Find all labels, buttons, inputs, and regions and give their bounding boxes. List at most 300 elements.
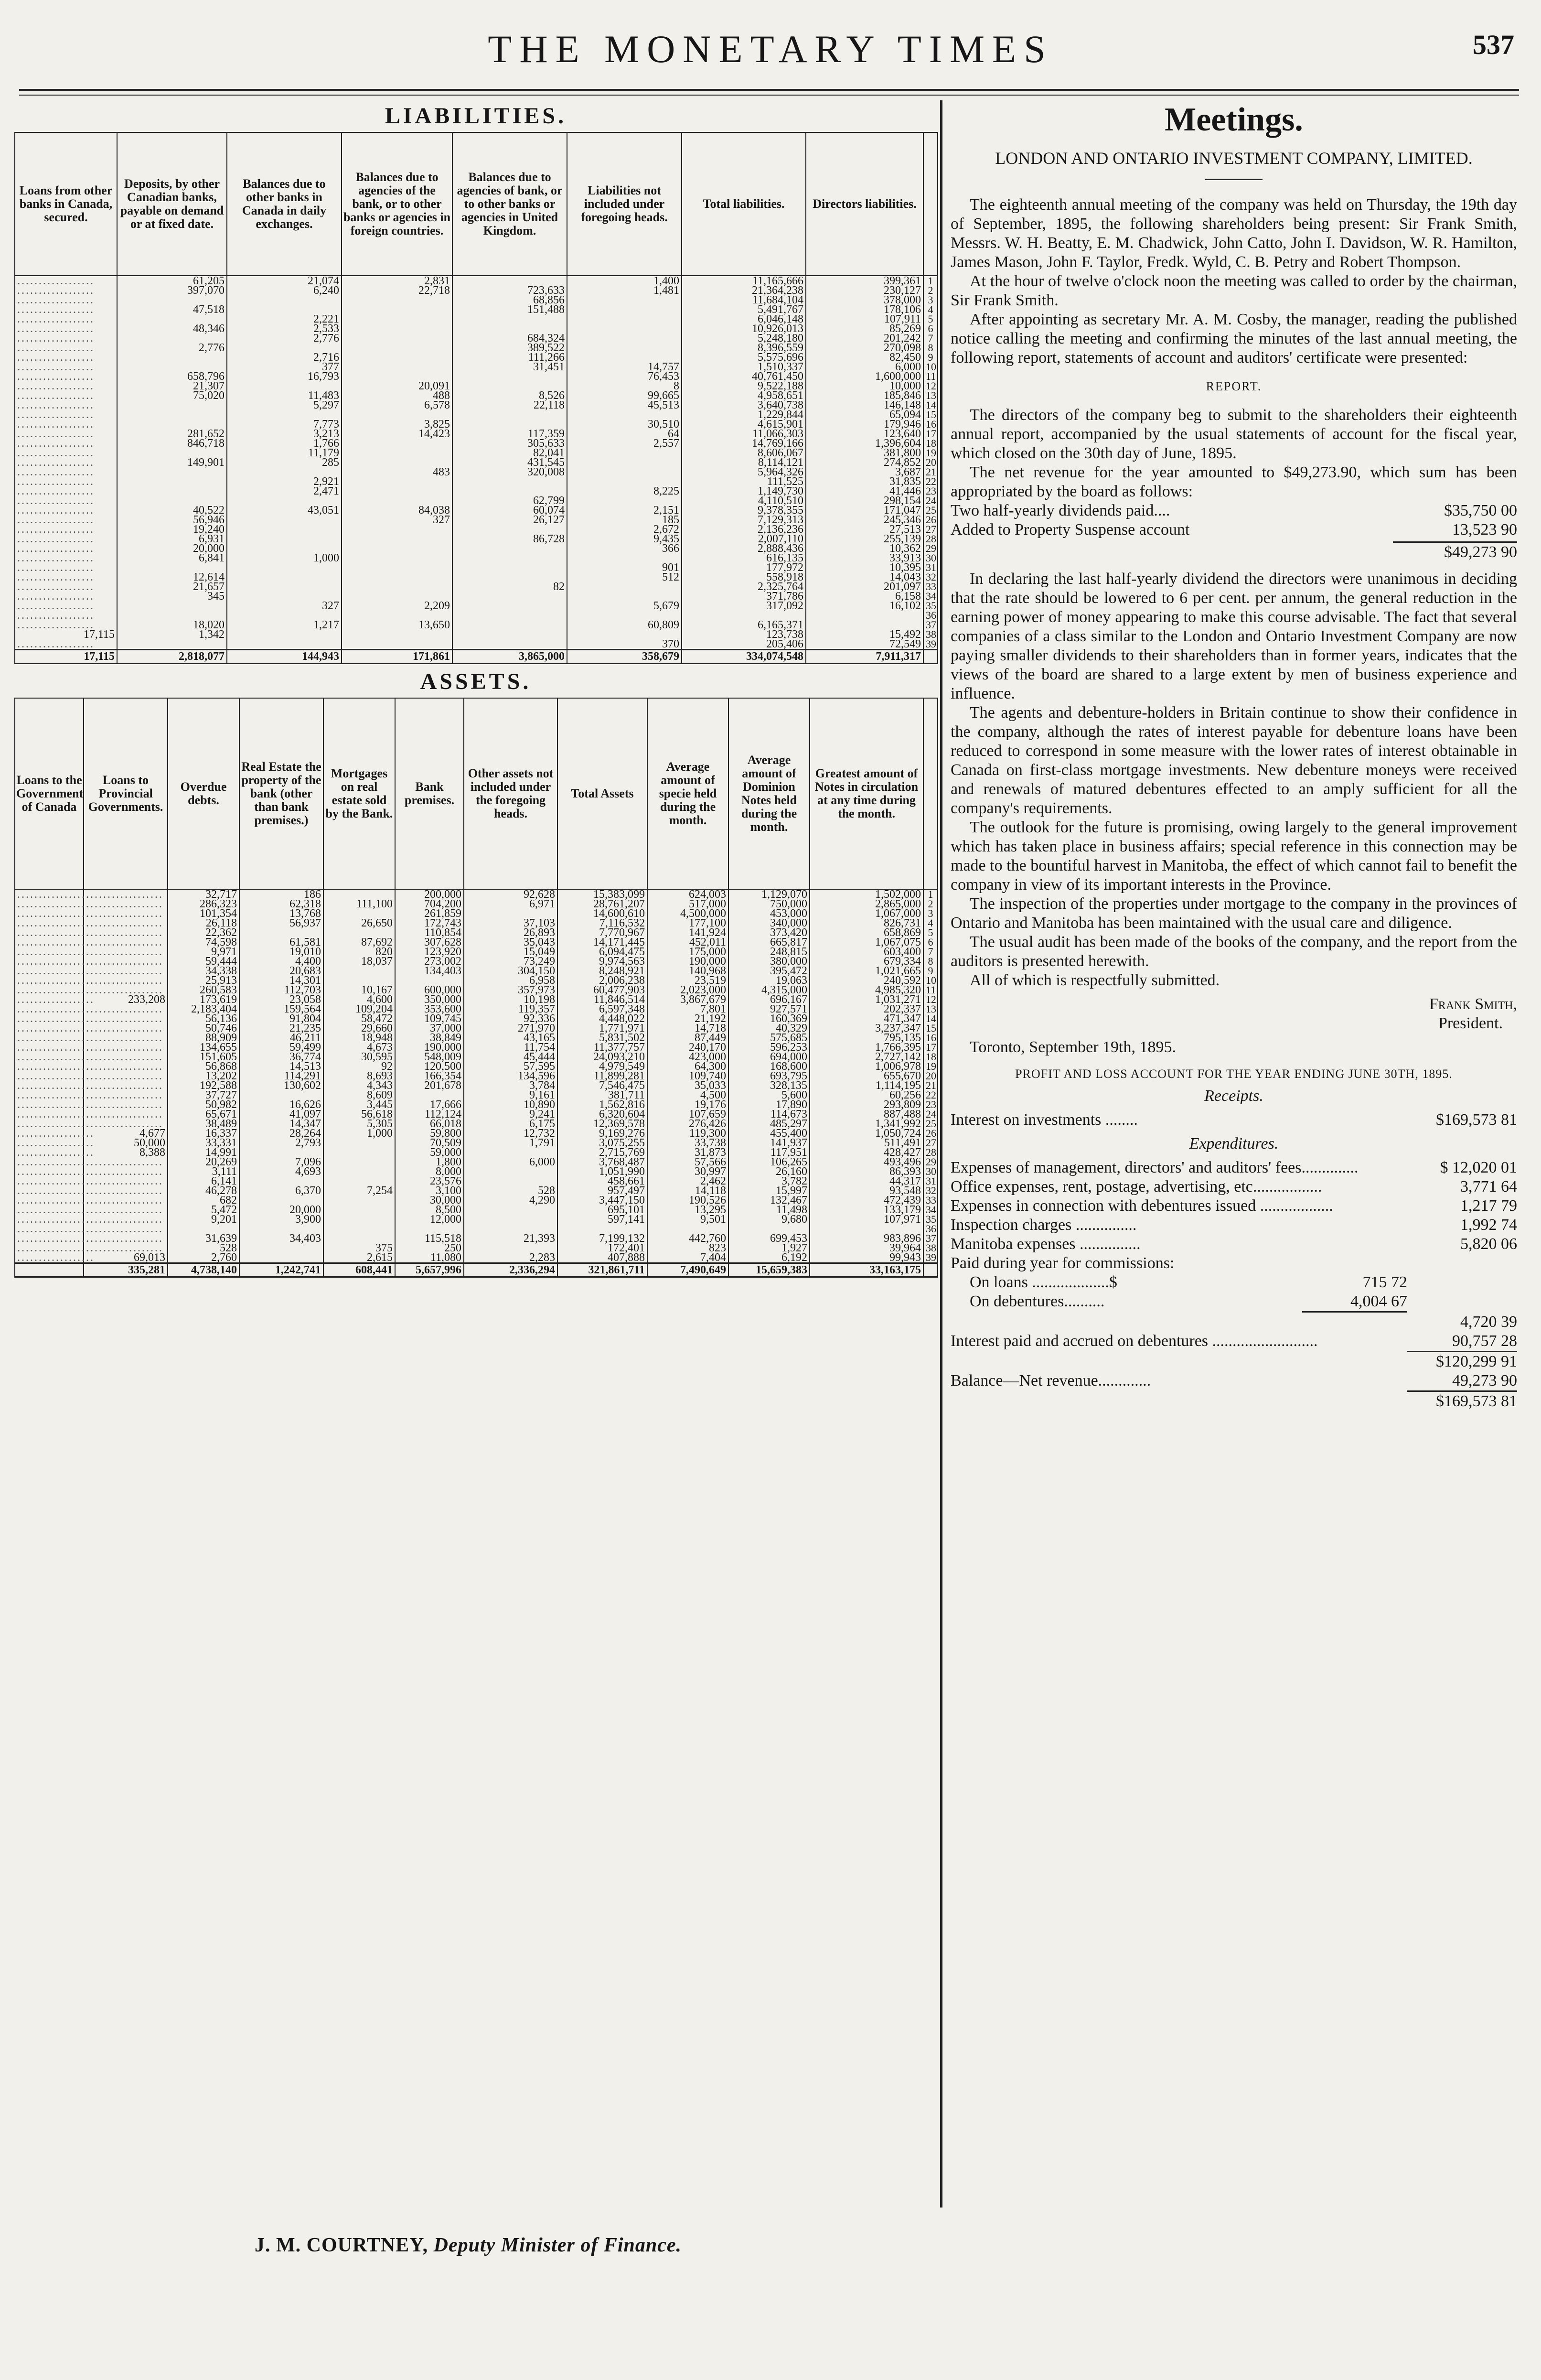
table-cell: 117,359 (452, 429, 567, 439)
table-cell: 13,202 (168, 1071, 239, 1081)
table-cell: 18,020 (117, 620, 227, 630)
table-cell (342, 353, 452, 362)
leader-dots: .................. (84, 985, 168, 995)
table-cell (342, 295, 452, 305)
table-cell: 75,020 (117, 391, 227, 400)
row-number: 27 (923, 525, 938, 534)
table-cell: 65,671 (168, 1109, 239, 1119)
total-cell (923, 1263, 938, 1277)
table-cell: 11,165,666 (682, 276, 806, 286)
table-cell: 305,633 (452, 439, 567, 448)
table-cell: 5,248,180 (682, 334, 806, 343)
table-cell: 624,003 (647, 889, 728, 899)
table-cell (567, 295, 682, 305)
table-cell: 66,018 (395, 1119, 464, 1129)
table-cell (452, 639, 567, 650)
table-cell: 11,377,757 (557, 1043, 647, 1052)
table-cell: 597,141 (557, 1215, 647, 1224)
table-cell: 34,403 (239, 1234, 323, 1243)
table-cell: 18,948 (323, 1033, 395, 1043)
table-cell (452, 611, 567, 620)
receipt-row (951, 1110, 1517, 1130)
table-cell: 10,890 (464, 1100, 557, 1109)
table-cell: 30,595 (323, 1052, 395, 1062)
table-cell (806, 611, 923, 620)
row-number: 21 (923, 467, 938, 477)
leader-dots: .................. (15, 611, 117, 620)
table-cell: 20,091 (342, 381, 452, 391)
table-cell: 357,973 (464, 985, 557, 995)
table-cell: 56,618 (323, 1109, 395, 1119)
table-cell: 11,754 (464, 1043, 557, 1052)
table-cell: 245,346 (806, 515, 923, 525)
table-cell: 528 (464, 1186, 557, 1195)
row-number: 32 (923, 1186, 938, 1195)
leader-dots: .................. (15, 1004, 84, 1014)
table-cell: 14,118 (647, 1186, 728, 1195)
table-cell: 485,297 (728, 1119, 810, 1129)
table-cell: 132,467 (728, 1195, 810, 1205)
row-number: 38 (923, 630, 938, 639)
table-cell: 273,002 (395, 957, 464, 966)
table-cell: 286,323 (168, 899, 239, 909)
leader-dots: .................. (84, 1243, 168, 1253)
total-cell: 17,115 (15, 650, 117, 664)
table-cell: 1,766 (227, 439, 342, 448)
table-cell: 15,492 (806, 630, 923, 639)
table-cell: 123,738 (682, 630, 806, 639)
table-cell: 44,317 (810, 1176, 923, 1186)
leader-dots: .................. (15, 1167, 84, 1176)
table-cell: 30,000 (395, 1195, 464, 1205)
table-cell: 431,545 (452, 458, 567, 467)
table-cell: 2,209 (342, 601, 452, 611)
col-overdue-debts: Overdue debts. (168, 698, 239, 889)
col-avg-dominion-notes: Average amount of Dominion Notes held during the month. (728, 698, 810, 889)
table-cell: 190,000 (395, 1043, 464, 1052)
row-number: 28 (923, 534, 938, 544)
table-cell: 134,403 (395, 966, 464, 976)
table-cell: 442,760 (647, 1234, 728, 1243)
table-cell: 528 (168, 1243, 239, 1253)
table-cell: 7,116,532 (557, 918, 647, 928)
table-cell: 19,010 (239, 947, 323, 957)
table-cell: 7,404 (647, 1253, 728, 1263)
table-cell: 957,497 (557, 1186, 647, 1195)
leader-dots: .................. (84, 1033, 168, 1043)
total-cell: 33,163,175 (810, 1263, 923, 1277)
table-cell: 5,831,502 (557, 1033, 647, 1043)
table-cell: 26,118 (168, 918, 239, 928)
table-cell (342, 639, 452, 650)
table-cell (567, 314, 682, 324)
leader-dots: .................. (15, 429, 117, 439)
col-greatest-notes: Greatest amount of Notes in circulation at any time during the month. (810, 698, 923, 889)
row-number: 30 (923, 553, 938, 563)
table-cell: 4,500 (647, 1090, 728, 1100)
col-loans-from-other-banks: Loans from other banks in Canada, secured. (15, 132, 117, 276)
row-number: 1 (923, 276, 938, 286)
table-cell: 1,341,992 (810, 1119, 923, 1129)
table-cell: 4,677 (84, 1129, 168, 1138)
row-number: 14 (923, 400, 938, 410)
table-cell: 2,533 (227, 324, 342, 334)
table-cell: 111,100 (323, 899, 395, 909)
table-cell: 56,937 (239, 918, 323, 928)
table-cell: 693,795 (728, 1071, 810, 1081)
table-cell (342, 534, 452, 544)
table-cell: 15,997 (728, 1186, 810, 1195)
table-cell: 4,673 (323, 1043, 395, 1052)
table-cell: 1,510,337 (682, 362, 806, 372)
table-cell: 86,393 (810, 1167, 923, 1176)
table-cell: 723,633 (452, 286, 567, 295)
expense-amount: 1,992 74 (1460, 1216, 1517, 1234)
leader-dots: .................. (15, 286, 117, 295)
leader-dots: .................. (84, 1119, 168, 1129)
table-cell: 276,426 (647, 1119, 728, 1129)
table-cell: 2,921 (227, 477, 342, 486)
table-cell: 58,472 (323, 1014, 395, 1023)
row-number: 32 (923, 572, 938, 582)
expense-row (951, 1196, 1517, 1216)
table-cell: 11,846,514 (557, 995, 647, 1004)
table-cell: 88,909 (168, 1033, 239, 1043)
total-cell: 321,861,711 (557, 1263, 647, 1277)
table-cell: 107,911 (806, 314, 923, 324)
table-cell: 3,111 (168, 1167, 239, 1176)
table-cell: 6,370 (239, 1186, 323, 1195)
table-cell: 65,094 (806, 410, 923, 420)
table-cell: 600,000 (395, 985, 464, 995)
table-cell (452, 563, 567, 572)
table-cell: 340,000 (728, 918, 810, 928)
allocation-row (951, 520, 1517, 539)
leader-dots: .................. (84, 928, 168, 937)
table-cell: 16,337 (168, 1129, 239, 1138)
leader-dots: .................. (15, 372, 117, 381)
table-cell (452, 544, 567, 553)
table-cell: 1,006,978 (810, 1062, 923, 1071)
footer-name: J. M. COURTNEY, (254, 2234, 428, 2256)
total-cell (15, 1263, 84, 1277)
table-cell: 2,557 (567, 439, 682, 448)
table-cell (342, 448, 452, 458)
table-cell: 40,522 (117, 506, 227, 515)
table-cell: 92 (323, 1062, 395, 1071)
table-cell: 6,841 (117, 553, 227, 563)
table-cell: 8,396,559 (682, 343, 806, 353)
row-number: 14 (923, 1014, 938, 1023)
total-cell: 335,281 (84, 1263, 168, 1277)
table-cell: 511,491 (810, 1138, 923, 1148)
total-cell: 7,490,649 (647, 1263, 728, 1277)
table-cell: 82 (452, 582, 567, 592)
table-cell: 4,343 (323, 1081, 395, 1090)
table-cell: 16,626 (239, 1100, 323, 1109)
leader-dots: .................. (15, 1033, 84, 1043)
receipt-label: Interest on investments ........ (951, 1111, 1138, 1129)
table-cell: 82,041 (452, 448, 567, 458)
table-cell: 395,472 (728, 966, 810, 976)
leader-dots: .................. (15, 448, 117, 458)
leader-dots: .................. (15, 334, 117, 343)
table-cell: 99,665 (567, 391, 682, 400)
table-cell: 41,446 (806, 486, 923, 496)
row-number: 34 (923, 1205, 938, 1215)
signer-title: President. (1438, 1014, 1503, 1032)
paragraph: The outlook for the future is promising, owing largely to the general improvement which has taken place in business affairs; special reference in this connection may be made to the bountiful harvest in Manitoba, the effect of which cannot fail to benefit the company in view of its important interests in the Province. (951, 818, 1517, 894)
table-cell: 4,985,320 (810, 985, 923, 995)
leader-dots: .................. (15, 381, 117, 391)
subtotal-row (951, 1352, 1517, 1371)
paragraph: The agents and debenture-holders in Britain continue to show their confidence in the company, although the rates of interest payable for debenture loans have been reduced to correspond in some measure with the lower rates of interest obtainable in Canada on first-class mortgage investments. New debenture moneys were received and renewals of matured debentures effected to an amply sufficient for all the company's requirements. (951, 704, 1517, 817)
balance-label: Balance—Net revenue............. (951, 1372, 1151, 1389)
table-cell: 250 (395, 1243, 464, 1253)
table-cell: 134,596 (464, 1071, 557, 1081)
table-cell: 472,439 (810, 1195, 923, 1205)
expense-amount: $ 12,020 01 (1440, 1159, 1517, 1176)
row-number: 21 (923, 1081, 938, 1090)
table-cell: 50,982 (168, 1100, 239, 1109)
table-cell: 185 (567, 515, 682, 525)
total-cell: 608,441 (323, 1263, 395, 1277)
row-number: 7 (923, 334, 938, 343)
leader-dots: .................. (15, 889, 84, 899)
table-cell (567, 458, 682, 467)
paragraph: The net revenue for the year amounted to $49,273.90, which sum has been appropriated by the board as follows: (951, 463, 1517, 500)
table-cell: 15,049 (464, 947, 557, 957)
table-cell: 70,509 (395, 1138, 464, 1148)
table-cell: 596,253 (728, 1043, 810, 1052)
table-cell (117, 400, 227, 410)
leader-dots: .................. (84, 1081, 168, 1090)
total-cell: 7,911,317 (806, 650, 923, 664)
leader-dots: .................. (84, 947, 168, 957)
table-cell (117, 353, 227, 362)
table-cell: 24,093,210 (557, 1052, 647, 1062)
table-cell: 57,566 (647, 1157, 728, 1167)
table-cell: 99,943 (810, 1253, 923, 1263)
table-cell: 5,575,696 (682, 353, 806, 362)
table-cell: 423,000 (647, 1052, 728, 1062)
table-cell: 45,513 (567, 400, 682, 410)
table-cell: 175,000 (647, 947, 728, 957)
table-cell: 37,103 (464, 918, 557, 928)
table-cell: 41,097 (239, 1109, 323, 1119)
row-number: 17 (923, 1043, 938, 1052)
leader-dots: .................. (15, 1176, 84, 1186)
table-cell (342, 525, 452, 534)
table-cell: 10,362 (806, 544, 923, 553)
row-number: 10 (923, 976, 938, 985)
table-cell: 373,420 (728, 928, 810, 937)
table-cell (342, 630, 452, 639)
col-row-number (923, 698, 938, 889)
table-cell: 38,849 (395, 1033, 464, 1043)
table-cell: 68,856 (452, 295, 567, 305)
table-cell: 2,462 (647, 1176, 728, 1186)
table-cell: 381,711 (557, 1090, 647, 1100)
table-cell: 11,080 (395, 1253, 464, 1263)
row-number: 6 (923, 937, 938, 947)
row-number: 16 (923, 1033, 938, 1043)
table-cell: 56,868 (168, 1062, 239, 1071)
leader-dots: .................. (15, 937, 84, 947)
table-cell: 112,703 (239, 985, 323, 995)
leader-dots: .................. (15, 966, 84, 976)
table-cell: 2,888,436 (682, 544, 806, 553)
table-cell: 1,067,075 (810, 937, 923, 947)
column-divider (940, 100, 942, 2208)
table-cell: 200,000 (395, 889, 464, 899)
table-cell: 558,918 (682, 572, 806, 582)
allocation-label: Two half-yearly dividends paid.... (951, 502, 1170, 519)
table-cell: 172,401 (557, 1243, 647, 1253)
table-cell: 6,175 (464, 1119, 557, 1129)
table-cell (323, 1148, 395, 1157)
table-cell: 8,114,121 (682, 458, 806, 467)
table-cell: 111,525 (682, 477, 806, 486)
row-number: 11 (923, 372, 938, 381)
table-cell: 493,496 (810, 1157, 923, 1167)
row-number: 3 (923, 295, 938, 305)
table-cell: 20,269 (168, 1157, 239, 1167)
expense-amount: 3,771 64 (1460, 1178, 1517, 1195)
page-header (0, 27, 1541, 70)
row-number: 4 (923, 305, 938, 314)
table-cell: 9,435 (567, 534, 682, 544)
table-cell (117, 467, 227, 477)
table-cell: 6,165,371 (682, 620, 806, 630)
expense-label: Interest paid and accrued on debentures .......................... (951, 1332, 1318, 1350)
leader-dots: .................. (84, 909, 168, 918)
table-cell: 151,605 (168, 1052, 239, 1062)
table-cell: 4,315,000 (728, 985, 810, 995)
profit-loss-heading: PROFIT AND LOSS ACCOUNT FOR THE YEAR ENDING JUNE 30TH, 1895. (1015, 1067, 1453, 1081)
table-cell (567, 334, 682, 343)
table-cell: 123,920 (395, 947, 464, 957)
table-cell: 31,873 (647, 1148, 728, 1157)
table-cell: 4,958,651 (682, 391, 806, 400)
table-cell: 172,743 (395, 918, 464, 928)
leader-dots: .................. (15, 957, 84, 966)
table-cell (323, 1215, 395, 1224)
total-cell: 334,074,548 (682, 650, 806, 664)
row-number: 2 (923, 286, 938, 295)
row-number: 33 (923, 582, 938, 592)
table-cell: 274,852 (806, 458, 923, 467)
table-cell: 56,136 (168, 1014, 239, 1023)
table-cell: 37,727 (168, 1090, 239, 1100)
table-cell: 61,205 (117, 276, 227, 286)
leader-dots: .................. (15, 439, 117, 448)
leader-dots: .................. (15, 477, 117, 486)
row-number: 39 (923, 639, 938, 650)
table-cell: 3,075,255 (557, 1138, 647, 1148)
table-cell: 293,809 (810, 1100, 923, 1109)
table-cell: 17,115 (15, 630, 117, 639)
table-cell: 29,660 (323, 1023, 395, 1033)
col-avg-specie: Average amount of specie held during the month. (647, 698, 728, 889)
table-cell: 575,685 (728, 1033, 810, 1043)
table-cell: 7,199,132 (557, 1234, 647, 1243)
leader-dots: .................. (15, 976, 84, 985)
leader-dots: .................. (84, 1043, 168, 1052)
table-cell: 14,991 (168, 1148, 239, 1157)
leader-dots: .................. (84, 1167, 168, 1176)
liabilities-table (14, 132, 938, 664)
leader-dots: .................. (15, 420, 117, 429)
table-cell: 2,615 (323, 1253, 395, 1263)
table-cell: 4,693 (239, 1167, 323, 1176)
table-cell: 60,477,903 (557, 985, 647, 995)
row-number: 22 (923, 1090, 938, 1100)
leader-dots: .................. (15, 1138, 84, 1148)
table-cell: 1,067,000 (810, 909, 923, 918)
table-cell: 11,498 (728, 1205, 810, 1215)
row-number: 23 (923, 486, 938, 496)
expense-label: On debentures.......... (970, 1292, 1105, 1310)
balance-amount: 49,273 90 (1452, 1372, 1517, 1389)
table-row (15, 1253, 938, 1263)
table-cell (567, 324, 682, 334)
table-cell: 4,400 (239, 957, 323, 966)
expense-label: Office expenses, rent, postage, advertising, etc................. (951, 1178, 1322, 1195)
table-cell: 5,297 (227, 400, 342, 410)
leader-dots: .................. (84, 937, 168, 947)
table-cell: 141,924 (647, 928, 728, 937)
leader-dots: .................. (15, 1119, 84, 1129)
table-cell (323, 1195, 395, 1205)
leader-dots: .................. (15, 1205, 84, 1215)
leader-dots: .................. (84, 1004, 168, 1014)
table-cell: 304,150 (464, 966, 557, 976)
table-cell: 27,513 (806, 525, 923, 534)
leader-dots: .................. (15, 544, 117, 553)
table-cell: 14,043 (806, 572, 923, 582)
table-cell: 1,791 (464, 1138, 557, 1148)
table-cell: 30,510 (567, 420, 682, 429)
table-cell: 21,235 (239, 1023, 323, 1033)
table-cell: 350,000 (395, 995, 464, 1004)
table-cell: 185,846 (806, 391, 923, 400)
table-cell: 177,100 (647, 918, 728, 928)
expense-subamount: 4,004 67 (1302, 1292, 1407, 1313)
table-cell: 1,800 (395, 1157, 464, 1167)
table-cell (452, 572, 567, 582)
table-cell: 151,488 (452, 305, 567, 314)
table-cell: 8 (567, 381, 682, 391)
bank-statement (14, 100, 937, 1278)
leader-dots: .................. (15, 1052, 84, 1062)
table-cell: 11,684,104 (682, 295, 806, 305)
table-cell: 92,336 (464, 1014, 557, 1023)
table-cell: 107,659 (647, 1109, 728, 1119)
allocation-amount: $35,750 00 (1444, 502, 1517, 519)
expense-amount: 5,820 06 (1460, 1235, 1517, 1253)
table-cell: 33,331 (168, 1138, 239, 1148)
table-cell: 160,369 (728, 1014, 810, 1023)
paragraph: The usual audit has been made of the books of the company, and the report from the auditors is presented herewith. (951, 933, 1517, 970)
row-number: 26 (923, 515, 938, 525)
table-cell: 110,854 (395, 928, 464, 937)
table-cell: 3,640,738 (682, 400, 806, 410)
table-cell: 483 (342, 467, 452, 477)
table-cell: 1,766,395 (810, 1043, 923, 1052)
table-cell: 8,500 (395, 1205, 464, 1215)
row-number: 2 (923, 899, 938, 909)
